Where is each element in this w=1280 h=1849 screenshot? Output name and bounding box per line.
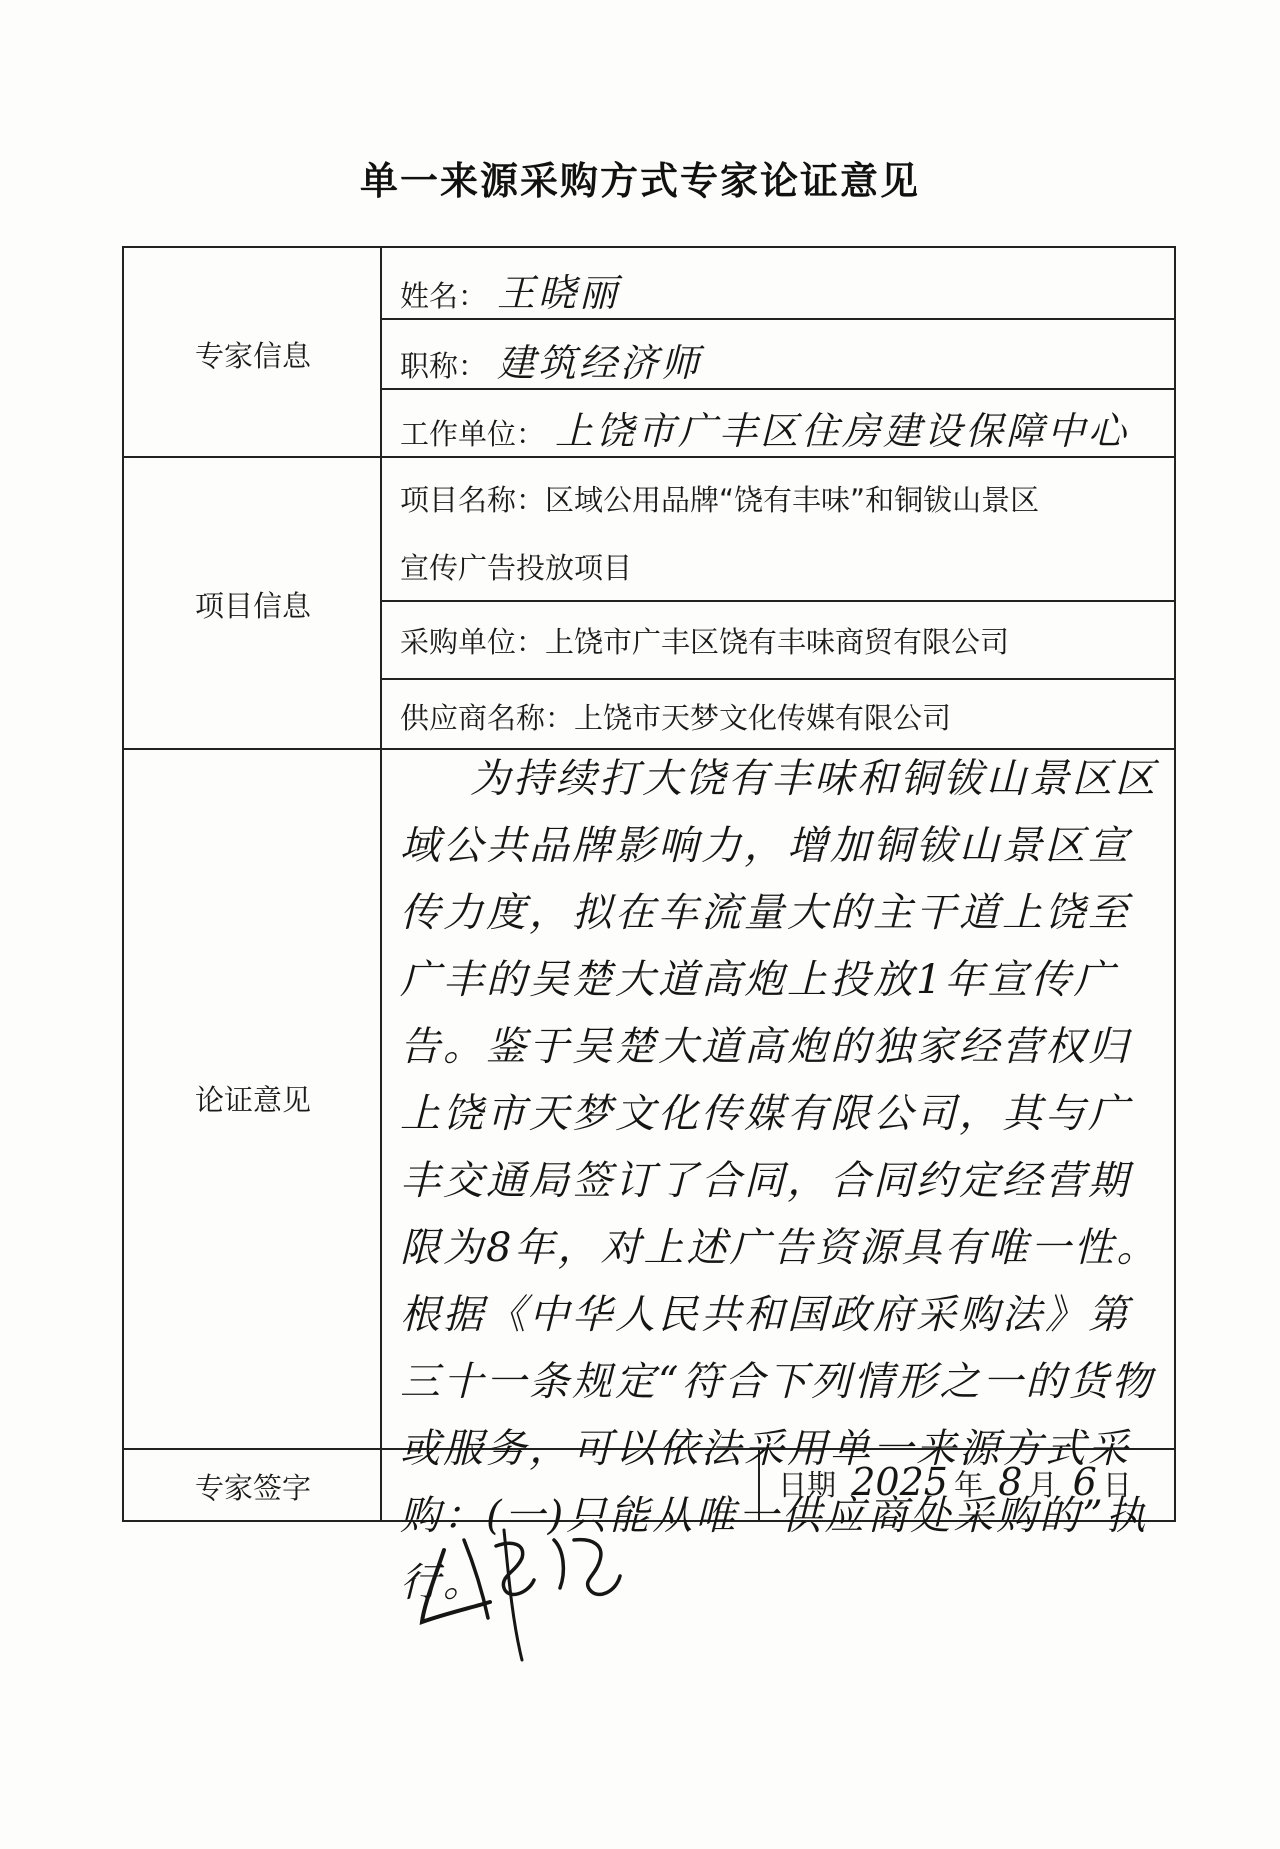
row-divider xyxy=(382,678,1176,680)
section-divider xyxy=(124,456,1176,458)
purchaser-field xyxy=(400,620,1009,661)
name-field xyxy=(400,262,620,317)
project-name-line2: 宣传广告投放项目 xyxy=(400,551,633,585)
date-year: 2025 xyxy=(851,1460,948,1504)
expert-signature xyxy=(404,1510,694,1670)
signature-date xyxy=(778,1460,1132,1504)
project-name-field xyxy=(400,478,1039,519)
supplier-field xyxy=(400,696,951,737)
expert-info-label: 专家信息 xyxy=(194,339,311,373)
title-value: 建筑经济师 xyxy=(497,341,703,385)
date-year-unit: 年 xyxy=(953,1468,983,1502)
purchaser-value: 上饶市广丰区饶有丰味商贸有限公司 xyxy=(545,625,1010,659)
project-name-label: 项目名称： xyxy=(400,483,546,517)
document-title: 单一来源采购方式专家论证意见 xyxy=(359,159,920,203)
name-label: 姓名： xyxy=(400,279,488,313)
purchaser-label: 采购单位： xyxy=(400,625,546,659)
column-divider xyxy=(380,248,382,1520)
name-value: 王晓丽 xyxy=(497,271,621,315)
opinion-text: 为持续打大饶有丰味和铜钹山景区区域公共品牌影响力，增加铜钹山景区宣传力度，拟在车流量大的主干道上饶至广丰的吴楚大道高炮上投放1年宣传广告。鉴于吴楚大道高炮的独家经营权归上饶市天梦文化传媒有限公司，其与广丰交通局签订了合同，合同约定经营期限为8年，对上述广告资源具有唯一性。根据《中华人民共和国政府采购法》第三十一条规定“符合下列情形之一的货物或服务，可以依法采用单一来源方式采购：(一)只能从唯一供应商处采购的”执行。 xyxy=(400,756,1160,1606)
form-table xyxy=(122,246,1176,1606)
date-month: 8 xyxy=(998,1460,1023,1504)
date-month-unit: 月 xyxy=(1028,1468,1058,1502)
supplier-value: 上饶市天梦文化传媒有限公司 xyxy=(574,701,952,735)
row-divider xyxy=(382,318,1176,320)
employer-label: 工作单位： xyxy=(400,417,546,451)
project-info-label: 项目信息 xyxy=(194,589,311,623)
date-day: 6 xyxy=(1072,1460,1097,1504)
project-name-line1: 区域公用品牌“饶有丰味”和铜钹山景区 xyxy=(545,483,1040,517)
row-divider xyxy=(382,600,1176,602)
signature-label: 专家签字 xyxy=(194,1471,311,1505)
employer-field xyxy=(400,400,1129,455)
employer-value: 上饶市广丰区住房建设保障中心 xyxy=(555,409,1130,453)
opinion-label: 论证意见 xyxy=(194,1083,311,1117)
row-divider xyxy=(382,388,1176,390)
supplier-label: 供应商名称： xyxy=(400,701,575,735)
date-day-unit: 日 xyxy=(1102,1468,1132,1502)
title-field xyxy=(400,332,702,387)
date-label: 日期 xyxy=(778,1468,837,1502)
title-label: 职称： xyxy=(400,349,488,383)
